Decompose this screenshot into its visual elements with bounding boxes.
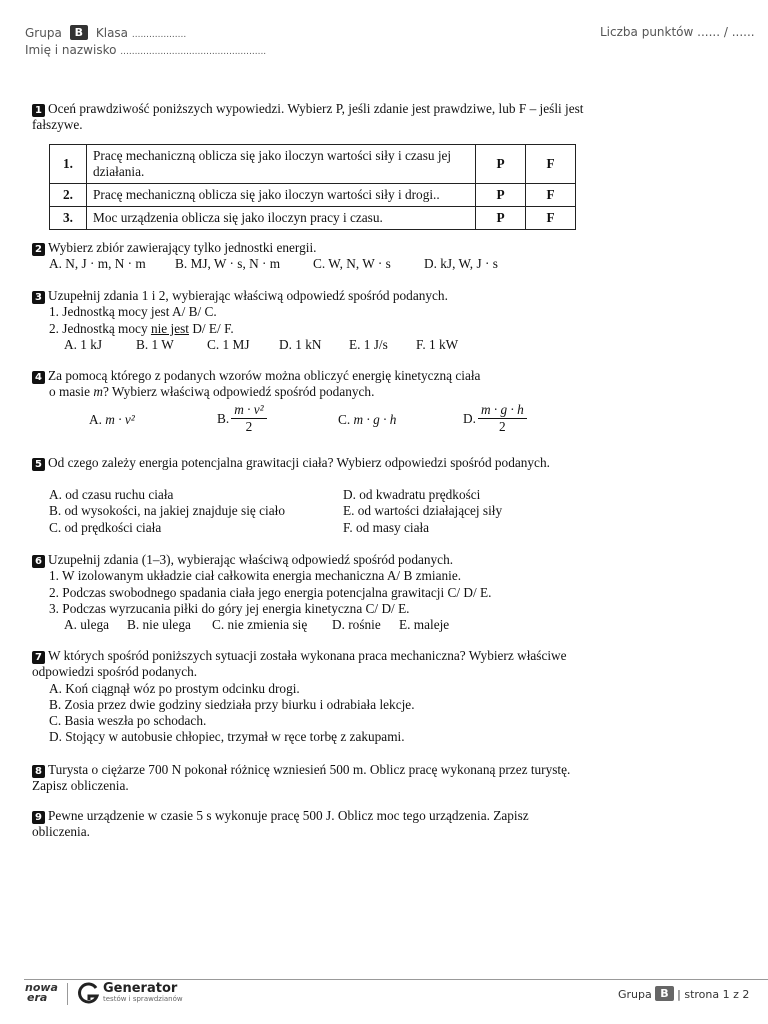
answer-option[interactable]: F. od masy ciała — [343, 519, 430, 535]
option-label: C. — [338, 412, 351, 427]
answer-option-d[interactable] — [463, 402, 527, 435]
row-number: 1. — [50, 145, 87, 184]
sentence-2-end: D/ E/ F. — [192, 320, 234, 336]
option-label: B. — [217, 410, 230, 426]
question-5 — [32, 455, 552, 471]
logo-divider — [67, 983, 68, 1005]
question-text-2: o masie — [49, 384, 90, 400]
sentence-1: 1. W izolowanym układzie ciał całkowita energia mechaniczna A/ B zmianie. — [49, 568, 462, 584]
table-row — [50, 207, 576, 230]
answer-option[interactable]: A. od czasu ruchu ciała — [49, 487, 174, 502]
question-number: 2 — [32, 243, 45, 256]
statement: Moc urządzenia oblicza się jako iloczyn pracy i czasu. — [87, 207, 476, 230]
question-text: Oceń prawdziwość poniższych wypowiedzi. Wybierz P, jeśli zdanie jest prawdziwe, lub F – jeśli jest fałszywe. — [32, 101, 584, 133]
fraction — [478, 402, 527, 435]
footer-page-info — [618, 986, 749, 1001]
options-right — [343, 487, 502, 536]
question-text: Pewne urządzenie w czasie 5 s wykonuje pracę 500 J. Oblicz moc tego urządzenia. Zapisz obliczenia. — [32, 808, 529, 840]
group-label: Grupa — [25, 26, 62, 40]
question-number: 6 — [32, 555, 45, 568]
answer-option[interactable]: C. od prędkości ciała — [49, 519, 162, 535]
answer-option[interactable]: A. ulega — [64, 617, 110, 633]
answer-option[interactable]: F. 1 kW — [416, 336, 459, 352]
sentence-2 — [32, 321, 592, 337]
denominator: 2 — [499, 419, 506, 434]
question-text: Uzupełnij zdania 1 i 2, wybierając właściwą odpowiedź spośród podanych. — [48, 288, 448, 303]
answer-option[interactable]: A. 1 kJ — [64, 336, 103, 352]
question-number: 5 — [32, 458, 45, 471]
table-row — [50, 145, 576, 184]
class-field: ................... — [131, 30, 187, 40]
formula: m · g · h — [353, 412, 397, 427]
question-1 — [32, 101, 592, 134]
header-name — [25, 43, 266, 57]
question-text: Turysta o ciężarze 700 N pokonał różnicę wzniesień 500 m. Oblicz pracę wykonaną przez turystę. Zapisz obliczenia. — [32, 762, 571, 794]
option-p[interactable]: P — [476, 207, 526, 230]
generator-title: Generator — [103, 981, 178, 996]
answer-option[interactable]: C. 1 MJ — [207, 336, 250, 352]
answer-option[interactable]: A. Koń ciągnął wóz po prostym odcinku drogi. — [49, 680, 300, 696]
option-f[interactable]: F — [526, 184, 576, 207]
generator-subtitle: testów i sprawdzianów — [103, 995, 183, 1003]
answer-option[interactable]: B. MJ, W · s, N · m — [175, 256, 281, 272]
denominator: 2 — [245, 419, 253, 434]
statement: Pracę mechaniczną oblicza się jako iloczyn wartości siły i drogi.. — [87, 184, 476, 207]
option-label: D. — [463, 410, 476, 426]
answer-option[interactable]: E. maleje — [399, 617, 450, 633]
question-text: Wybierz zbiór zawierający tylko jednostki energii. — [48, 240, 317, 255]
answer-option[interactable]: B. nie ulega — [127, 617, 191, 633]
answer-option[interactable]: C. Basia weszła po schodach. — [49, 713, 207, 729]
question-number: 8 — [32, 765, 45, 778]
answer-option[interactable]: D. Stojący w autobusie chłopiec, trzymał w ręce torbę z zakupami. — [49, 729, 405, 745]
question-number: 3 — [32, 291, 45, 304]
mass-symbol: m — [93, 384, 103, 400]
question-7 — [32, 648, 572, 746]
footer-group-label: Grupa — [618, 988, 652, 1001]
option-f[interactable]: F — [526, 145, 576, 184]
option-label: A. — [89, 412, 102, 427]
table-row — [50, 184, 576, 207]
answer-option-b[interactable] — [217, 402, 267, 435]
row-number: 2. — [50, 184, 87, 207]
footer-group-badge: B — [655, 986, 673, 1001]
generator-logo — [103, 982, 183, 1004]
question-3 — [32, 288, 592, 353]
question-4 — [32, 368, 592, 401]
question-text: Za pomocą którego z podanych wzorów można obliczyć energię kinetyczną ciała — [48, 368, 481, 383]
question-number: 7 — [32, 651, 45, 664]
answer-option[interactable]: D. rośnie — [332, 617, 381, 633]
answer-option[interactable]: E. 1 J/s — [349, 336, 388, 352]
page-number: | strona 1 z 2 — [677, 988, 750, 1001]
answer-option[interactable]: C. nie zmienia się — [212, 617, 308, 633]
answer-option[interactable]: C. W, N, W · s — [313, 256, 391, 272]
statement: Pracę mechaniczną oblicza się jako iloczyn wartości siły i czasu jej działania. — [87, 145, 476, 184]
option-f[interactable]: F — [526, 207, 576, 230]
question-text: W których spośród poniższych sytuacji została wykonana praca mechaniczna? Wybierz właściwe odpowiedzi spośród podanych. — [32, 648, 567, 680]
question-2 — [32, 240, 592, 273]
logo-text-top: nowa — [25, 981, 58, 994]
logo-text-bottom: era — [27, 991, 48, 1004]
row-number: 3. — [50, 207, 87, 230]
question-number: 9 — [32, 811, 45, 824]
answer-option[interactable]: E. od wartości działającej siły — [343, 503, 503, 519]
question-text: Uzupełnij zdania (1–3), wybierając właściwą odpowiedź spośród podanych. — [48, 552, 454, 567]
answer-option[interactable]: D. od kwadratu prędkości — [343, 487, 481, 502]
sentence-3: 3. Podczas wyrzucania piłki do góry jej energia kinetyczna C/ D/ E. — [49, 600, 410, 616]
answer-option[interactable]: B. Zosia przez dwie godziny siedziała przy biurku i odrabiała lekcje. — [49, 696, 415, 712]
footer-divider — [24, 979, 768, 980]
points-field: Liczba punktów ...... / ...... — [600, 25, 755, 39]
class-label: Klasa — [95, 26, 129, 40]
question-number: 4 — [32, 371, 45, 384]
question-9 — [32, 808, 552, 841]
true-false-table — [49, 144, 576, 230]
formula: m · v² — [105, 412, 135, 427]
fraction — [231, 402, 266, 435]
nowa-era-logo — [25, 983, 61, 1003]
question-text: Od czego zależy energia potencjalna grawitacji ciała? Wybierz odpowiedzi spośród podanych. — [48, 455, 550, 470]
options-left — [49, 487, 285, 536]
answer-option-a[interactable] — [89, 412, 135, 428]
question-text-3: ? Wybierz właściwą odpowiedź spośród podanych. — [102, 384, 375, 400]
answer-option[interactable]: D. 1 kN — [279, 336, 322, 352]
answer-option[interactable]: B. 1 W — [136, 336, 174, 352]
question-number: 1 — [32, 104, 45, 117]
answer-option[interactable]: D. kJ, W, J · s — [424, 256, 498, 272]
name-label: Imię i nazwisko — [25, 43, 117, 57]
answer-option-c[interactable] — [338, 412, 396, 428]
sentence-1: 1. Jednostką mocy jest A/ B/ C. — [49, 304, 217, 320]
group-badge: B — [70, 25, 88, 40]
name-field: ................................................... — [120, 47, 267, 57]
generator-icon — [76, 982, 100, 1011]
answer-option[interactable]: A. N, J · m, N · m — [49, 256, 146, 272]
sentence-2-emphasis: nie jest — [150, 320, 189, 336]
question-6 — [32, 552, 592, 633]
numerator: m · v² — [231, 402, 266, 419]
sentence-2-start: 2. Jednostką mocy — [49, 320, 148, 336]
header-group — [25, 25, 186, 40]
numerator: m · g · h — [478, 402, 527, 419]
sentence-2: 2. Podczas swobodnego spadania ciała jego energia potencjalna grawitacji C/ D/ E. — [49, 584, 492, 600]
option-p[interactable]: P — [476, 145, 526, 184]
option-p[interactable]: P — [476, 184, 526, 207]
answer-option[interactable]: B. od wysokości, na jakiej znajduje się ciało — [49, 503, 285, 519]
question-8 — [32, 762, 582, 795]
